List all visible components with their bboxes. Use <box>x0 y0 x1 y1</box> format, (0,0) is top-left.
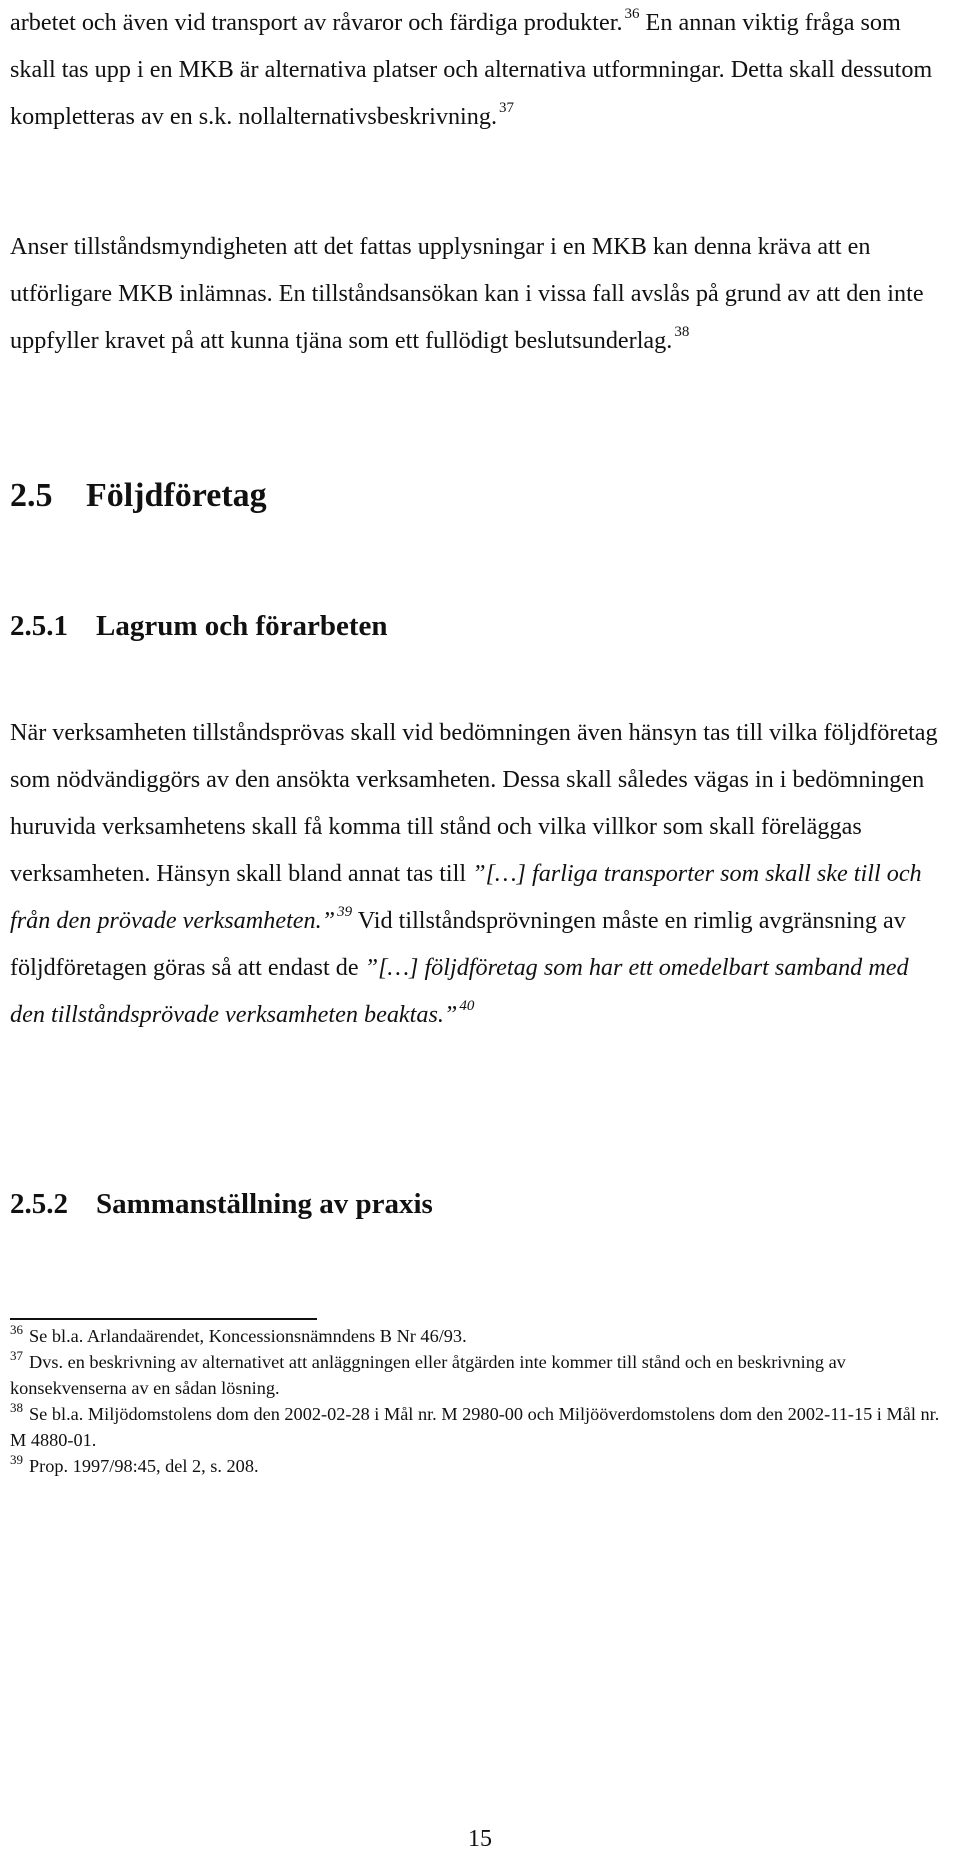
paragraph-foljdforetag <box>10 709 940 1038</box>
paragraph-text: Anser tillståndsmyndigheten att det fattas upplysningar i en MKB kan denna kräva att en utförligare MKB inlämnas. En tillståndsansökan kan i vissa fall avslås på grund av att den inte uppfyller kravet på att kunna tjäna som ett fullödigt beslutsunderlag. <box>10 233 924 354</box>
footnote-text: Dvs. en beskrivning av alternativet att anläggningen eller åtgärden inte kommer till stånd och en beskrivning av konsekvenserna av en sådan lösning. <box>10 1352 846 1398</box>
footnote-number: 37 <box>10 1348 23 1363</box>
paragraph-text: En annan viktig fråga som skall tas upp i en MKB är alternativa platser och alternativa utformningar. Detta skall dessutom kompletteras av en s.k. nollalternativsbeskrivning. <box>10 9 933 130</box>
footnote-ref: 39 <box>337 904 353 920</box>
footnote <box>10 1349 940 1401</box>
section-title: Följdföretag <box>86 477 267 514</box>
footnote-separator <box>10 1318 317 1320</box>
paragraph-text: Vid tillståndsprövningen måste en rimlig avgränsning av följdföretagen göras så att endast de <box>10 907 906 981</box>
footnote-ref: 40 <box>459 998 475 1014</box>
paragraph-text: arbetet och även vid transport av råvaror och färdiga produkter. <box>10 9 623 36</box>
footnote-ref: 36 <box>624 6 640 22</box>
footnotes <box>10 1323 940 1479</box>
paragraph-mkb-alternatives <box>10 0 940 140</box>
section-number: 2.5 <box>10 477 53 514</box>
footnote-text: Prop. 1997/98:45, del 2, s. 208. <box>29 1456 259 1476</box>
footnote-ref: 37 <box>499 100 514 116</box>
page-number: 15 <box>468 1826 492 1852</box>
footnote <box>10 1323 940 1349</box>
quote-text: ”[…] följdföretag som har ett omedelbart samband med den tillståndsprövade verksamheten beaktas.” <box>10 954 909 1028</box>
section-number: 2.5.1 <box>10 610 68 642</box>
section-heading-2-5 <box>10 476 267 516</box>
section-number: 2.5.2 <box>10 1188 68 1220</box>
section-title: Lagrum och förarbeten <box>96 610 388 642</box>
footnote-text: Se bl.a. Miljödomstolens dom den 2002-02-28 i Mål nr. M 2980-00 och Miljööverdomstolens dom den 2002-11-15 i Mål nr. M 4880-01. <box>10 1404 940 1450</box>
section-heading-2-5-2 <box>10 1186 433 1222</box>
footnote <box>10 1453 940 1479</box>
footnote-number: 36 <box>10 1322 23 1337</box>
section-title: Sammanställning av praxis <box>96 1188 433 1220</box>
footnote-number: 38 <box>10 1400 23 1415</box>
paragraph-text: När verksamheten tillståndsprövas skall vid bedömningen även hänsyn tas till vilka följdföretag som nödvändiggörs av den ansökta verksamheten. Dessa skall således vägas in i bedömningen huruvida verksamhetens skall få komma till stånd och vilka villkor som skall föreläggas verksamheten. Hänsyn skall bland annat tas till <box>10 719 938 887</box>
paragraph-mkb-requirements <box>10 223 940 364</box>
footnote-ref: 38 <box>674 324 690 340</box>
quote-text: ”[…] farliga transporter som skall ske till och från den prövade verksamheten.” <box>10 860 922 934</box>
footnote-number: 39 <box>10 1452 23 1467</box>
section-heading-2-5-1 <box>10 608 388 644</box>
footnote-text: Se bl.a. Arlandaärendet, Koncessionsnämndens B Nr 46/93. <box>29 1326 467 1346</box>
footnote <box>10 1401 940 1453</box>
